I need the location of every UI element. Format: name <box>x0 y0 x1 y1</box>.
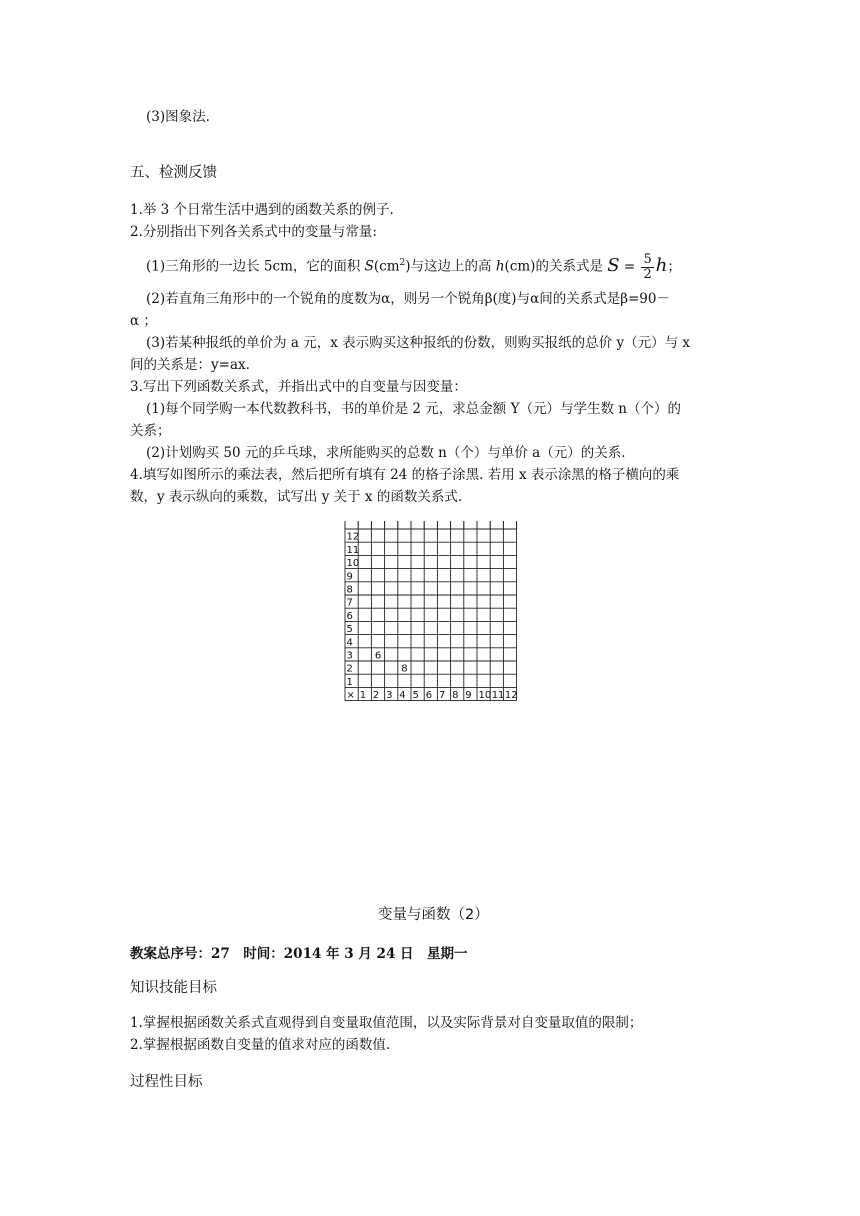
formula-denominator: 2 <box>643 266 652 282</box>
lesson-meta: 教案总序号：27 时间：2014 年 3 月 24 日 星期一 <box>130 946 468 962</box>
row-label: 7 <box>346 597 353 609</box>
question-1: 1.举 3 个日常生活中遇到的函数关系的例子. <box>130 202 394 218</box>
q2-1-text-a: (1)三角形的一边长 5cm，它的面积 <box>146 258 365 275</box>
question-4-line2: 数，y 表示纵向的乘数，试写出 y 关于 x 的函数关系式. <box>130 489 463 505</box>
col-label: 10 <box>478 690 492 702</box>
multiplication-grid <box>341 517 531 707</box>
method-3-text: (3)图象法. <box>146 109 210 125</box>
knowledge-goal-2: 2.掌握根据函数自变量的值求对应的函数值. <box>130 1037 391 1053</box>
row-label: 1 <box>346 676 353 688</box>
filled-cell-value: 8 <box>401 663 408 675</box>
question-2-3-line1: (3)若某种报纸的单价为 a 元，x 表示购买这种报纸的份数，则购买报纸的总价 y（元）与 x <box>146 335 690 351</box>
q2-1-unit-exponent: 2 <box>399 258 406 268</box>
row-label: 6 <box>346 610 353 622</box>
question-2-2-line2: α ； <box>130 313 157 329</box>
row-label: 4 <box>346 637 353 649</box>
col-label: 7 <box>438 690 446 702</box>
knowledge-goal-1: 1.掌握根据函数关系式直观得到自变量取值范围，以及实际背景对自变量取值的限制； <box>130 1015 643 1031</box>
formula <box>607 251 681 282</box>
question-2-3-line2: 间的关系是：y=ax. <box>130 357 250 373</box>
col-label: 2 <box>372 690 380 702</box>
q2-1-unit: (cm <box>373 258 400 275</box>
col-label: 5 <box>412 690 419 702</box>
formula-numerator: 5 <box>643 251 652 267</box>
row-label: 12 <box>346 531 360 543</box>
question-4-line1: 4.填写如图所示的乘法表，然后把所有填有 24 的格子涂黑. 若用 x 表示涂黑的格子横向的乘 <box>130 467 680 483</box>
row-label: 5 <box>346 624 353 636</box>
formula-h: h <box>655 254 668 276</box>
multiplication-table <box>341 517 531 707</box>
row-label: 3 <box>346 650 353 662</box>
row-label: 11 <box>346 544 360 556</box>
corner-label: × <box>346 690 355 702</box>
col-label: 11 <box>491 690 505 702</box>
section-5-heading: 五、检测反馈 <box>130 165 217 181</box>
filled-cell-value: 6 <box>374 650 382 662</box>
row-label: 10 <box>346 558 360 570</box>
formula-equals: = <box>623 258 636 275</box>
q2-1-area-var: S <box>364 258 374 275</box>
lesson-title: 变量与函数（2） <box>378 907 489 923</box>
col-label: 3 <box>386 690 393 702</box>
question-3-1-line2: 关系； <box>130 423 171 439</box>
col-label: 1 <box>359 690 367 702</box>
formula-fraction <box>641 253 653 282</box>
knowledge-goals-heading: 知识技能目标 <box>130 980 217 996</box>
process-goals-heading: 过程性目标 <box>130 1074 203 1090</box>
row-label: 8 <box>346 584 353 596</box>
q2-1-text-c: (cm)的关系式是 <box>504 258 608 275</box>
question-3-2: (2)计划购买 50 元的乒乓球，求所能购买的总数 n（个）与单价 a（元）的关系. <box>146 445 626 461</box>
q2-1-height-var: h <box>495 258 505 275</box>
formula-end: ； <box>667 258 681 275</box>
question-2: 2.分别指出下列各关系式中的变量与常量: <box>130 224 377 240</box>
col-label: 6 <box>425 690 433 702</box>
question-2-2-line1: (2)若直角三角形中的一个锐角的度数为α，则另一个锐角β(度)与α间的关系式是β=90－ <box>146 291 670 307</box>
q2-1-text-b: )与这边上的高 <box>405 258 496 275</box>
col-label: 8 <box>452 690 459 702</box>
formula-S: S <box>607 254 620 276</box>
col-label: 9 <box>465 690 472 702</box>
row-label: 2 <box>346 663 353 675</box>
row-label: 9 <box>346 571 353 583</box>
question-3-1-line1: (1)每个同学购一本代数教科书，书的单价是 2 元，求总金额 Y（元）与学生数 n（个）的 <box>146 401 681 417</box>
question-3: 3.写出下列函数关系式，并指出式中的自变量与因变量： <box>130 379 467 395</box>
question-2-1 <box>146 249 681 282</box>
col-label: 12 <box>504 690 518 702</box>
col-label: 4 <box>399 690 406 702</box>
